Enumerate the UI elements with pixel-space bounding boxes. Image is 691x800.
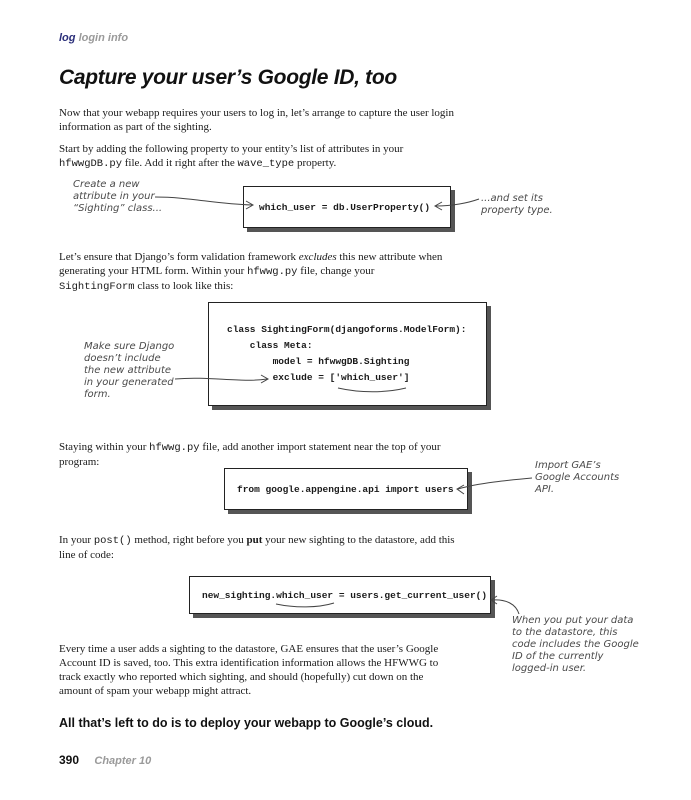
code-get-current-user: new_sighting.which_user = users.get_current_user() bbox=[202, 589, 488, 601]
code-line: model = hfwwgDB.Sighting bbox=[227, 356, 410, 367]
method-post: post() bbox=[93, 535, 132, 547]
code-box-current-user bbox=[189, 576, 491, 614]
paragraph-import: Staying within your hfwwg.py file, add another import statement near the top of your program: bbox=[59, 441, 441, 468]
code-box-user-property bbox=[243, 186, 451, 228]
code-line: class SightingForm(djangoforms.ModelForm): bbox=[227, 324, 467, 335]
file-name-hfwwgdb: hfwwgDB.py bbox=[59, 158, 123, 170]
arrow-current-user bbox=[492, 600, 519, 614]
page-footer bbox=[59, 753, 151, 767]
code-import-users: from google.appengine.api import users bbox=[237, 483, 454, 495]
code-box-sighting-form bbox=[208, 302, 487, 406]
paragraph-django-form: Let’s ensure that Django’s form validation framework excludes this new attribute when generating your HTML form. Within your hfwwg.py file, change your SightingForm class to look like this: bbox=[59, 251, 443, 293]
page-number: 390 bbox=[59, 753, 80, 767]
note-create-attribute: Create a new attribute in your “Sighting” class... bbox=[73, 179, 163, 214]
class-name-sightingform: SightingForm bbox=[59, 281, 135, 293]
property-wave-type: wave_type bbox=[237, 158, 295, 170]
chapter-label: Chapter 10 bbox=[94, 755, 152, 767]
arrow-create-attribute bbox=[155, 197, 252, 205]
note-import-gae-accounts: Import GAE’s Google Accounts API. bbox=[535, 460, 620, 495]
note-django-exclude: Make sure Django doesn’t include the new attribute in your generated form. bbox=[84, 341, 175, 400]
code-line: class Meta: bbox=[227, 340, 313, 351]
arrow-import bbox=[458, 478, 532, 489]
page-title: Capture your user’s Google ID, too bbox=[59, 66, 397, 89]
code-which-user-property: which_user = db.UserProperty() bbox=[259, 201, 431, 213]
file-name-hfwwg: hfwwg.py bbox=[247, 266, 298, 278]
code-line: exclude = ['which_user'] bbox=[227, 372, 410, 383]
intro-paragraph-2: Start by adding the following property to your entity’s list of attributes in your hfwwgDB.py file. Add it right after the wave_type property. bbox=[59, 143, 404, 170]
paragraph-post-method: In your post() method, right before you put your new sighting to the datastore, add this line of code: bbox=[59, 534, 455, 561]
header-login-info: login info bbox=[78, 32, 129, 44]
note-google-id-included: When you put your data to the datastore, this code includes the Google ID of the currently logged-in user. bbox=[512, 615, 639, 674]
intro-paragraph-1: Now that your webapp requires your users to log in, let’s arrange to capture the user login information as part of the sighting. bbox=[59, 107, 454, 133]
code-sighting-form bbox=[209, 322, 466, 386]
note-set-property-type: ...and set its property type. bbox=[481, 193, 553, 216]
closing-statement: All that’s left to do is to deploy your webapp to Google’s cloud. bbox=[59, 716, 434, 730]
header-log: log bbox=[59, 32, 76, 44]
arrowhead-current-user bbox=[491, 596, 497, 604]
code-box-import-users bbox=[224, 468, 468, 510]
running-header bbox=[59, 32, 128, 44]
file-name-hfwwg-2: hfwwg.py bbox=[149, 442, 200, 454]
paragraph-summary: Every time a user adds a sighting to the datastore, GAE ensures that the user’s Google Account ID is saved, too. This extra identification information allows the HFWWG to track exactly who reported which sighting, and should (hopefully) cut down on the amount of spam your webapp might attract. bbox=[59, 643, 439, 697]
